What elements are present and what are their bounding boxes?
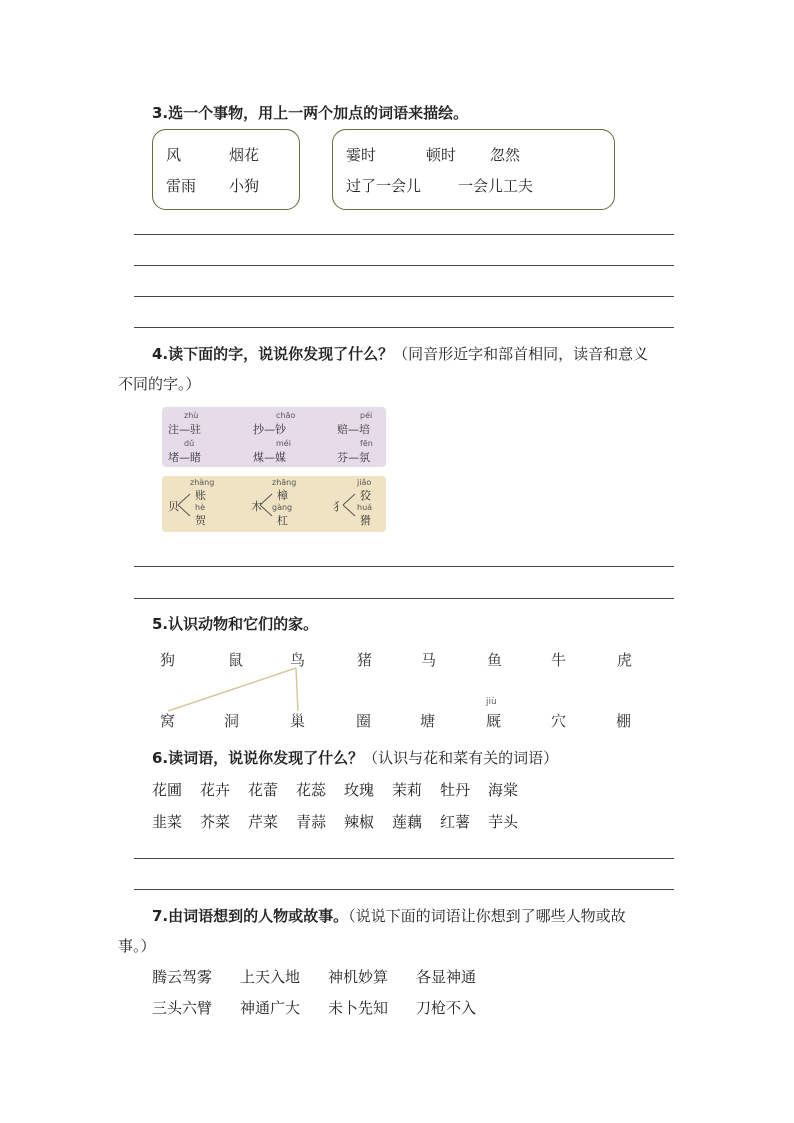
animal-home: 塘 [420, 712, 436, 730]
q4-title-note-cont: 不同的字。） [118, 375, 201, 393]
q5-title: 5.认识动物和它们的家。 [152, 615, 319, 633]
vegetable-word: 莲藕 [392, 813, 423, 831]
animal: 猪 [357, 651, 373, 669]
char-pair: 赔—培 [337, 423, 370, 436]
char: 狡 [360, 489, 371, 502]
pinyin: zhàng [190, 478, 215, 487]
animal: 虎 [617, 651, 633, 669]
animal: 鸟 [290, 651, 306, 669]
flower-word: 海棠 [488, 781, 519, 799]
pinyin: jiǎo [357, 478, 372, 487]
q6-title [152, 747, 558, 768]
vegetable-word: 芋头 [488, 813, 519, 831]
animal: 牛 [551, 651, 567, 669]
answer-line [134, 889, 674, 890]
flower-word: 花蕊 [296, 781, 327, 799]
animal-home: 厩 [486, 712, 502, 730]
animal: 马 [421, 651, 437, 669]
q3-time-word: 顿时 [426, 146, 457, 164]
radical: 贝 [168, 500, 179, 513]
pinyin: méi [276, 439, 291, 448]
q3-time-word: 忽然 [490, 146, 521, 164]
q3-time-word: 一会儿工夫 [458, 177, 534, 195]
pinyin: zhāng [272, 478, 297, 487]
idiom: 上天入地 [240, 968, 301, 986]
q4-title-note: （同音形近字和部首相同，读音和意义 [393, 345, 649, 363]
pinyin: zhù [184, 411, 199, 420]
vegetable-word: 青蒜 [296, 813, 327, 831]
radical: 木 [251, 500, 262, 513]
char: 账 [195, 489, 206, 502]
char-pair: 芬—氛 [337, 451, 370, 464]
vegetable-word: 红薯 [440, 813, 471, 831]
flower-word: 花卉 [200, 781, 231, 799]
char: 猾 [360, 514, 371, 527]
animal-home: 棚 [616, 712, 632, 730]
q3-time-word: 过了一会儿 [346, 177, 422, 195]
idiom: 腾云驾雾 [152, 968, 213, 986]
pinyin: fēn [360, 439, 373, 448]
idiom: 神通广大 [240, 999, 301, 1017]
char-pair: 抄—钞 [253, 423, 286, 436]
pinyin: dǔ [184, 439, 195, 448]
animal-home: 洞 [224, 712, 240, 730]
pinyin: hè [195, 503, 205, 512]
animal-home: 圈 [356, 712, 372, 730]
q7-title-note-cont: 事。） [118, 937, 156, 955]
idiom: 刀枪不入 [416, 999, 477, 1017]
animal-home: 巢 [290, 712, 306, 730]
q7-title-main: 7.由词语想到的人物或故事。 [152, 907, 349, 925]
animal-home: 窝 [160, 712, 176, 730]
animal-home: 穴 [551, 712, 567, 730]
char: 樟 [277, 489, 288, 502]
char-pair: 注—驻 [168, 423, 201, 436]
q3-title: 3.选一个事物，用上一两个加点的词语来描绘。 [152, 104, 469, 122]
pinyin: huá [357, 503, 373, 512]
animal: 鼠 [228, 651, 244, 669]
q6-title-main: 6.读词语，说说你发现了什么？ [152, 749, 364, 767]
pinyin: péi [360, 411, 373, 420]
char-pair: 堵—睹 [168, 451, 201, 464]
vegetable-word: 韭菜 [152, 813, 183, 831]
radical: 犭 [333, 500, 344, 513]
flower-word: 花蕾 [248, 781, 279, 799]
q3-word: 雷雨 [166, 177, 197, 195]
flower-word: 玫瑰 [344, 781, 375, 799]
q3-word: 小狗 [229, 177, 260, 195]
pinyin: jiù [486, 697, 497, 707]
vegetable-word: 辣椒 [344, 813, 375, 831]
char-pair: 煤—媒 [253, 451, 286, 464]
q3-word: 烟花 [229, 146, 260, 164]
q3-word: 风 [166, 146, 182, 164]
idiom: 神机妙算 [328, 968, 389, 986]
q6-title-note: （认识与花和菜有关的词语） [363, 749, 559, 767]
q3-time-word: 霎时 [346, 146, 377, 164]
flower-word: 花圃 [152, 781, 183, 799]
q4-title-main: 4.读下面的字，说说你发现了什么？ [152, 345, 394, 363]
animal: 狗 [160, 651, 176, 669]
char: 杠 [277, 514, 288, 527]
pinyin: chāo [276, 411, 296, 420]
char: 贺 [195, 514, 206, 527]
q7-title [152, 905, 626, 926]
vegetable-word: 芹菜 [248, 813, 279, 831]
idiom: 三头六臂 [152, 999, 213, 1017]
pinyin: gàng [272, 503, 293, 512]
animal: 鱼 [487, 651, 503, 669]
flower-word: 牡丹 [440, 781, 471, 799]
answer-line [134, 858, 674, 859]
vegetable-word: 芥菜 [200, 813, 231, 831]
idiom: 各显神通 [416, 968, 477, 986]
flower-word: 茉莉 [392, 781, 423, 799]
idiom: 未卜先知 [328, 999, 389, 1017]
q7-title-note: （说说下面的词语让你想到了哪些人物或故 [348, 907, 626, 925]
